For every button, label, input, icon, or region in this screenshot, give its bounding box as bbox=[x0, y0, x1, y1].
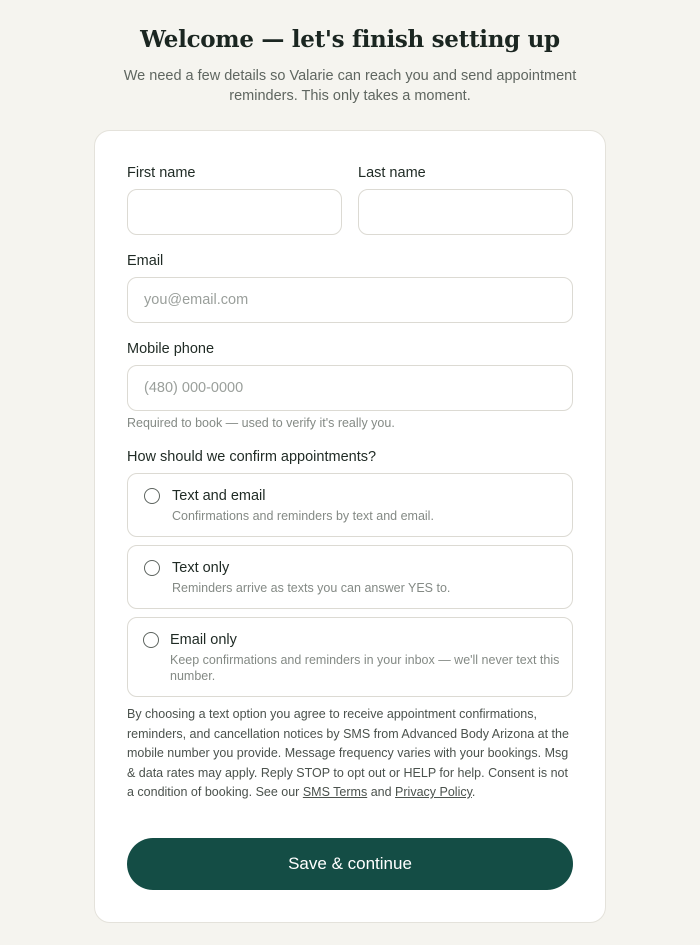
sms-consent-text bbox=[127, 705, 573, 803]
option-email-only[interactable] bbox=[127, 617, 573, 697]
email-label: Email bbox=[127, 253, 164, 269]
consent-body: By choosing a text option you agree to receive appointment confirmations, reminders, and cancellation notices by SMS from Advanced Body Arizona at the mobile number you provide. Message frequency varies with your bookings. Msg & data rates may apply. Reply STOP to opt out or HELP for help. Consent is not a condition of booking. See our bbox=[127, 707, 569, 799]
first-name-input[interactable] bbox=[127, 189, 342, 235]
setup-form-card bbox=[94, 130, 606, 923]
email-input[interactable] bbox=[127, 277, 573, 323]
option-description: Confirmations and reminders by text and email. bbox=[172, 509, 434, 523]
option-title: Email only bbox=[170, 632, 237, 648]
first-name-label: First name bbox=[127, 165, 196, 181]
radio-email-only[interactable] bbox=[143, 632, 159, 648]
radio-text-and-email[interactable] bbox=[144, 488, 160, 504]
consent-end: . bbox=[471, 785, 476, 799]
privacy-policy-link[interactable]: Privacy Policy bbox=[395, 785, 472, 799]
page-title: Welcome — let's finish setting up bbox=[140, 26, 560, 53]
mobile-phone-input[interactable] bbox=[127, 365, 573, 411]
sms-terms-link[interactable]: SMS Terms bbox=[302, 785, 368, 799]
last-name-label: Last name bbox=[358, 165, 426, 181]
option-text-only[interactable] bbox=[127, 545, 573, 609]
option-title: Text and email bbox=[172, 488, 266, 504]
mobile-phone-label: Mobile phone bbox=[127, 341, 215, 357]
phone-helper-text: Required to book — used to verify it's really you. bbox=[127, 416, 395, 430]
option-text-and-email[interactable] bbox=[127, 473, 573, 537]
radio-text-only[interactable] bbox=[144, 560, 160, 576]
option-description: Reminders arrive as texts you can answer YES to. bbox=[172, 581, 451, 595]
option-description: Keep confirmations and reminders in your inbox — we'll never text this number. bbox=[170, 653, 560, 683]
consent-and: and bbox=[370, 785, 392, 799]
option-title: Text only bbox=[172, 560, 230, 576]
save-continue-button[interactable]: Save & continue bbox=[127, 838, 573, 890]
confirm-method-question: How should we confirm appointments? bbox=[127, 449, 377, 465]
last-name-input[interactable] bbox=[358, 189, 573, 235]
page-subtitle: We need a few details so Valarie can reach you and send appointment reminders. This only takes a moment. bbox=[123, 68, 577, 104]
